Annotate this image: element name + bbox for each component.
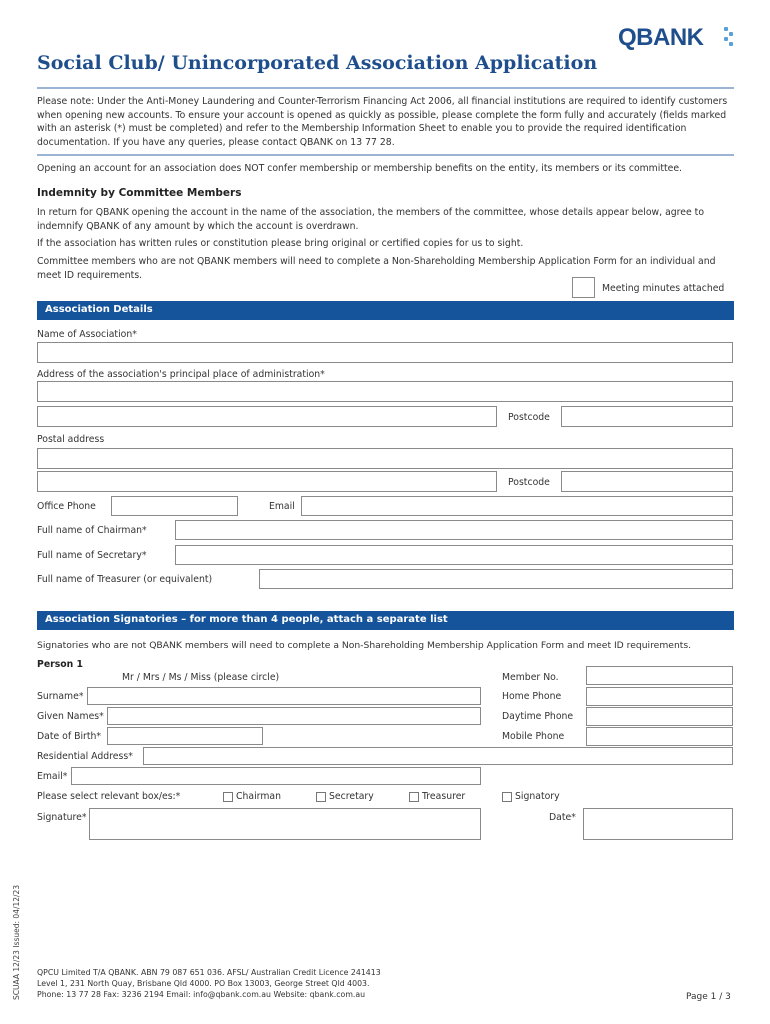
daytime-phone-input[interactable]: [586, 707, 733, 726]
chairman-label: Full name of Chairman*: [37, 525, 147, 536]
association-name-input[interactable]: [37, 342, 733, 363]
logo-dots-icon: [724, 27, 734, 49]
divider: [37, 154, 734, 156]
treasurer-role-label: Treasurer: [422, 791, 466, 802]
intro-note: Please note: Under the Anti-Money Laundering and Counter-Terrorism Financing Act 2006, all financial institutions are required to identify customers when opening new accounts. To ensure your account is opened as quickly as possible, please complete the form fully and accurately (fields marked with an asterisk (*) must be completed) and refer to the Membership Information Sheet to enable you to provide the required identification documentation. If you have any queries, please contact QBANK on 13 77 28.: [37, 96, 728, 148]
treasurer-label: Full name of Treasurer (or equivalent): [37, 574, 213, 585]
treasurer-checkbox[interactable]: [409, 792, 419, 802]
chairman-role-label: Chairman: [236, 791, 281, 802]
member-no-input[interactable]: [586, 666, 733, 685]
member-no-label: Member No.: [502, 672, 559, 683]
given-names-label: Given Names*: [37, 711, 104, 722]
email-input[interactable]: [301, 496, 733, 516]
email-person-input[interactable]: [71, 767, 481, 785]
association-details-header: Association Details: [37, 301, 734, 320]
form-code: SCUAA 12/23 Issued: 04/12/23: [12, 884, 21, 1000]
address-label: Address of the association's principal place of administration*: [37, 369, 325, 380]
given-names-input[interactable]: [107, 707, 481, 725]
indemnity-p1: In return for QBANK opening the account in the name of the association, the members of the committee, whose details appear below, agree to indemnify QBANK of any amount by which the account is overdrawn.: [37, 207, 705, 232]
indemnity-p3: Committee members who are not QBANK members will need to complete a Non-Shareholding Membership Application Form for an individual and meet ID requirements.: [37, 256, 716, 281]
secretary-input[interactable]: [175, 545, 733, 565]
signatory-role-label: Signatory: [515, 791, 560, 802]
secretary-checkbox[interactable]: [316, 792, 326, 802]
title-options[interactable]: Mr / Mrs / Ms / Miss (please circle): [122, 672, 280, 683]
chairman-checkbox[interactable]: [223, 792, 233, 802]
meeting-minutes-checkbox[interactable]: [572, 277, 595, 298]
surname-label: Surname*: [37, 691, 84, 702]
footer-line3: Phone: 13 77 28 Fax: 3236 2194 Email: info@qbank.com.au Website: qbank.com.au: [37, 990, 366, 999]
footer-line2: Level 1, 231 North Quay, Brisbane Qld 4000. PO Box 13003, George Street Qld 4003.: [37, 979, 370, 988]
postal-line2-input[interactable]: [37, 471, 497, 492]
date-label: Date*: [549, 812, 576, 823]
signature-label: Signature*: [37, 812, 87, 823]
postal-line1-input[interactable]: [37, 448, 733, 469]
footer: [37, 967, 381, 1000]
association-name-label: Name of Association*: [37, 329, 137, 340]
home-phone-label: Home Phone: [502, 691, 562, 702]
postcode-input[interactable]: [561, 406, 733, 427]
indemnity-p2: If the association has written rules or constitution please bring original or certified copies for us to sight.: [37, 238, 524, 249]
postcode-label: Postcode: [508, 412, 550, 423]
meeting-minutes-label: Meeting minutes attached: [602, 283, 725, 294]
address-line2-input[interactable]: [37, 406, 497, 427]
chairman-input[interactable]: [175, 520, 733, 540]
indemnity-heading: Indemnity by Committee Members: [37, 187, 242, 199]
signatories-note: Signatories who are not QBANK members will need to complete a Non-Shareholding Membership Application Form and meet ID requirements.: [37, 640, 692, 651]
postal-postcode-label: Postcode: [508, 477, 550, 488]
signatory-checkbox[interactable]: [502, 792, 512, 802]
postal-postcode-input[interactable]: [561, 471, 733, 492]
page-number: Page 1 / 3: [686, 992, 731, 1002]
dob-input[interactable]: [107, 727, 263, 745]
surname-input[interactable]: [87, 687, 481, 705]
mobile-phone-label: Mobile Phone: [502, 731, 565, 742]
signature-box[interactable]: [89, 808, 481, 840]
date-input[interactable]: [583, 808, 733, 840]
qbank-logo: QBANK: [618, 24, 704, 51]
office-phone-label: Office Phone: [37, 501, 96, 512]
residential-input[interactable]: [143, 747, 733, 765]
treasurer-input[interactable]: [259, 569, 733, 589]
footer-line1: QPCU Limited T/A QBANK. ABN 79 087 651 036. AFSL/ Australian Credit Licence 241413: [37, 968, 381, 977]
home-phone-input[interactable]: [586, 687, 733, 706]
mobile-phone-input[interactable]: [586, 727, 733, 746]
dob-label: Date of Birth*: [37, 731, 102, 742]
office-phone-input[interactable]: [111, 496, 238, 516]
postal-address-label: Postal address: [37, 434, 105, 445]
daytime-phone-label: Daytime Phone: [502, 711, 574, 722]
signatories-header: Association Signatories – for more than 4 people, attach a separate list: [37, 611, 734, 630]
secretary-role-label: Secretary: [329, 791, 374, 802]
email-person-label: Email*: [37, 771, 68, 782]
secretary-label: Full name of Secretary*: [37, 550, 147, 561]
person-1-heading: Person 1: [37, 659, 83, 670]
page-title: Social Club/ Unincorporated Association Application: [37, 52, 598, 74]
address-line1-input[interactable]: [37, 381, 733, 402]
residential-label: Residential Address*: [37, 751, 133, 762]
divider: [37, 87, 734, 89]
email-label: Email: [269, 501, 295, 512]
membership-note: Opening an account for an association does NOT confer membership or membership benefits on the entity, its members or its committee.: [37, 163, 683, 174]
select-roles-label: Please select relevant box/es:*: [37, 791, 181, 802]
